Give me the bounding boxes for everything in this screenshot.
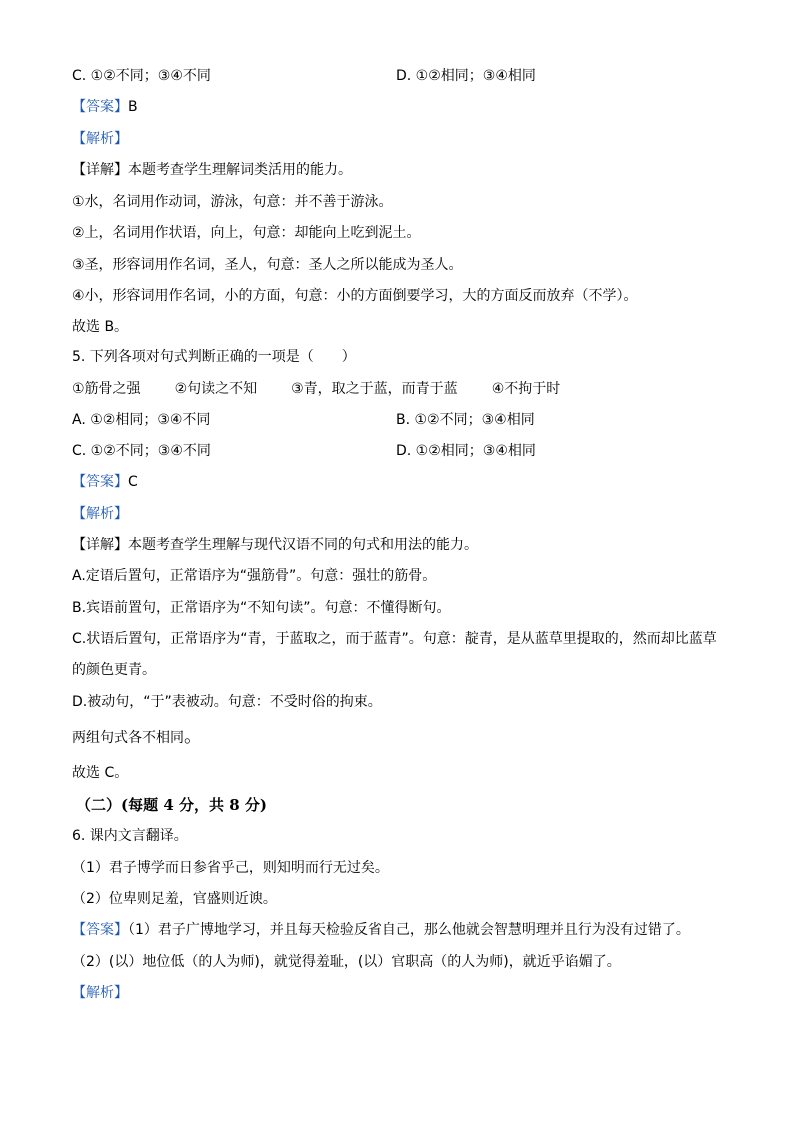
q5-answer: [72, 472, 138, 492]
answer-value: C: [128, 474, 138, 490]
q4-item-4: ④小，形容词用作名词，小的方面，句意：小的方面倒要学习，大的方面反而放弃（不学）。: [72, 288, 638, 304]
q5-item-b: B.宾语前置句，正常语序为“不知句读”。句意：不懂得断句。: [72, 600, 451, 616]
q5-analysis-tag: 【解析】: [72, 506, 128, 522]
q5-sentence-3: ③青，取之于蓝，而青于蓝: [291, 381, 458, 397]
q4-item-2: ②上，名词用作状语，向上，句意：却能向上吃到泥土。: [72, 225, 421, 241]
q4-analysis-tag: 【解析】: [72, 131, 128, 147]
q4-item-3: ③圣，形容词用作名词，圣人，句意：圣人之所以能成为圣人。: [72, 257, 463, 273]
q5-sentences: [72, 379, 560, 399]
q5-sentence-2: ②句读之不知: [174, 381, 258, 397]
detail-tag: 【详解】: [72, 537, 128, 553]
answer-tag: 【答案】: [72, 474, 128, 490]
q6-sentence-2: （2）位卑则足羞，官盛则近谀。: [72, 891, 277, 907]
q5-item-d: D.被动句，“于”表被动。句意：不受时俗的拘束。: [72, 694, 382, 710]
q5-option-a: A. ①②相同；③④不同: [72, 412, 211, 428]
q4-detail: [72, 160, 352, 180]
summary-period: 。: [184, 726, 202, 747]
q6-answer-2: （2）(以）地位低（的人为师)，就觉得羞耻，(以）官职高（的人为师)，就近乎谄媚了。: [72, 954, 621, 970]
q5-option-d: D. ①②相同；③④相同: [396, 443, 536, 459]
q5-detail: [72, 535, 478, 555]
q4-answer: [72, 97, 138, 117]
answer-value: B: [128, 99, 138, 115]
answer-tag: 【答案】: [72, 99, 128, 115]
q4-option-d: D. ①②相同；③④相同: [396, 68, 536, 84]
detail-tag: 【详解】: [72, 162, 128, 178]
q5-option-b: B. ①②不同；③④相同: [396, 412, 535, 428]
q6-sentence-1: （1）君子博学而日参省乎己，则知明而行无过矣。: [72, 860, 389, 876]
detail-text: 本题考查学生理解词类活用的能力。: [128, 162, 352, 178]
detail-text: 本题考查学生理解与现代汉语不同的句式和用法的能力。: [128, 537, 478, 553]
q4-item-1: ①水，名词用作动词，游泳，句意：并不善于游泳。: [72, 194, 393, 210]
q4-option-c: C. ①②不同；③④不同: [72, 68, 211, 84]
q6-stem: 6. 课内文言翻译。: [72, 828, 188, 844]
q6-analysis-tag: 【解析】: [72, 985, 128, 1001]
q4-conclusion: 故选 B。: [72, 319, 129, 335]
q5-conclusion: 故选 C。: [72, 765, 129, 781]
q5-option-c: C. ①②不同；③④不同: [72, 443, 211, 459]
q5-item-a: A.定语后置句，正常语序为“强筋骨”。句意：强壮的筋骨。: [72, 568, 437, 584]
q5-sentence-4: ④不拘于时: [491, 381, 561, 397]
answer-text-1: （1）君子广博地学习，并且每天检验反省自己，那么他就会智慧明理并且行为没有过错了。: [128, 922, 690, 938]
q5-summary: [72, 727, 202, 748]
q5-item-c-cont: 的颜色更青。: [72, 662, 156, 678]
q5-item-c: C.状语后置句，正常语序为“青，于蓝取之，而于蓝青”。句意：靛青，是从蓝草里提取的，然而却比蓝草: [72, 631, 717, 647]
q5-sentence-1: ①筋骨之强: [72, 381, 141, 397]
q5-stem: 5. 下列各项对句式判断正确的一项是（ ）: [72, 349, 356, 365]
summary-text: 两组句式各不相同: [72, 730, 184, 746]
q6-answer-1: [72, 920, 690, 940]
section-heading: （二）(每题 4 分，共 8 分): [76, 796, 267, 814]
answer-tag: 【答案】: [72, 922, 128, 938]
